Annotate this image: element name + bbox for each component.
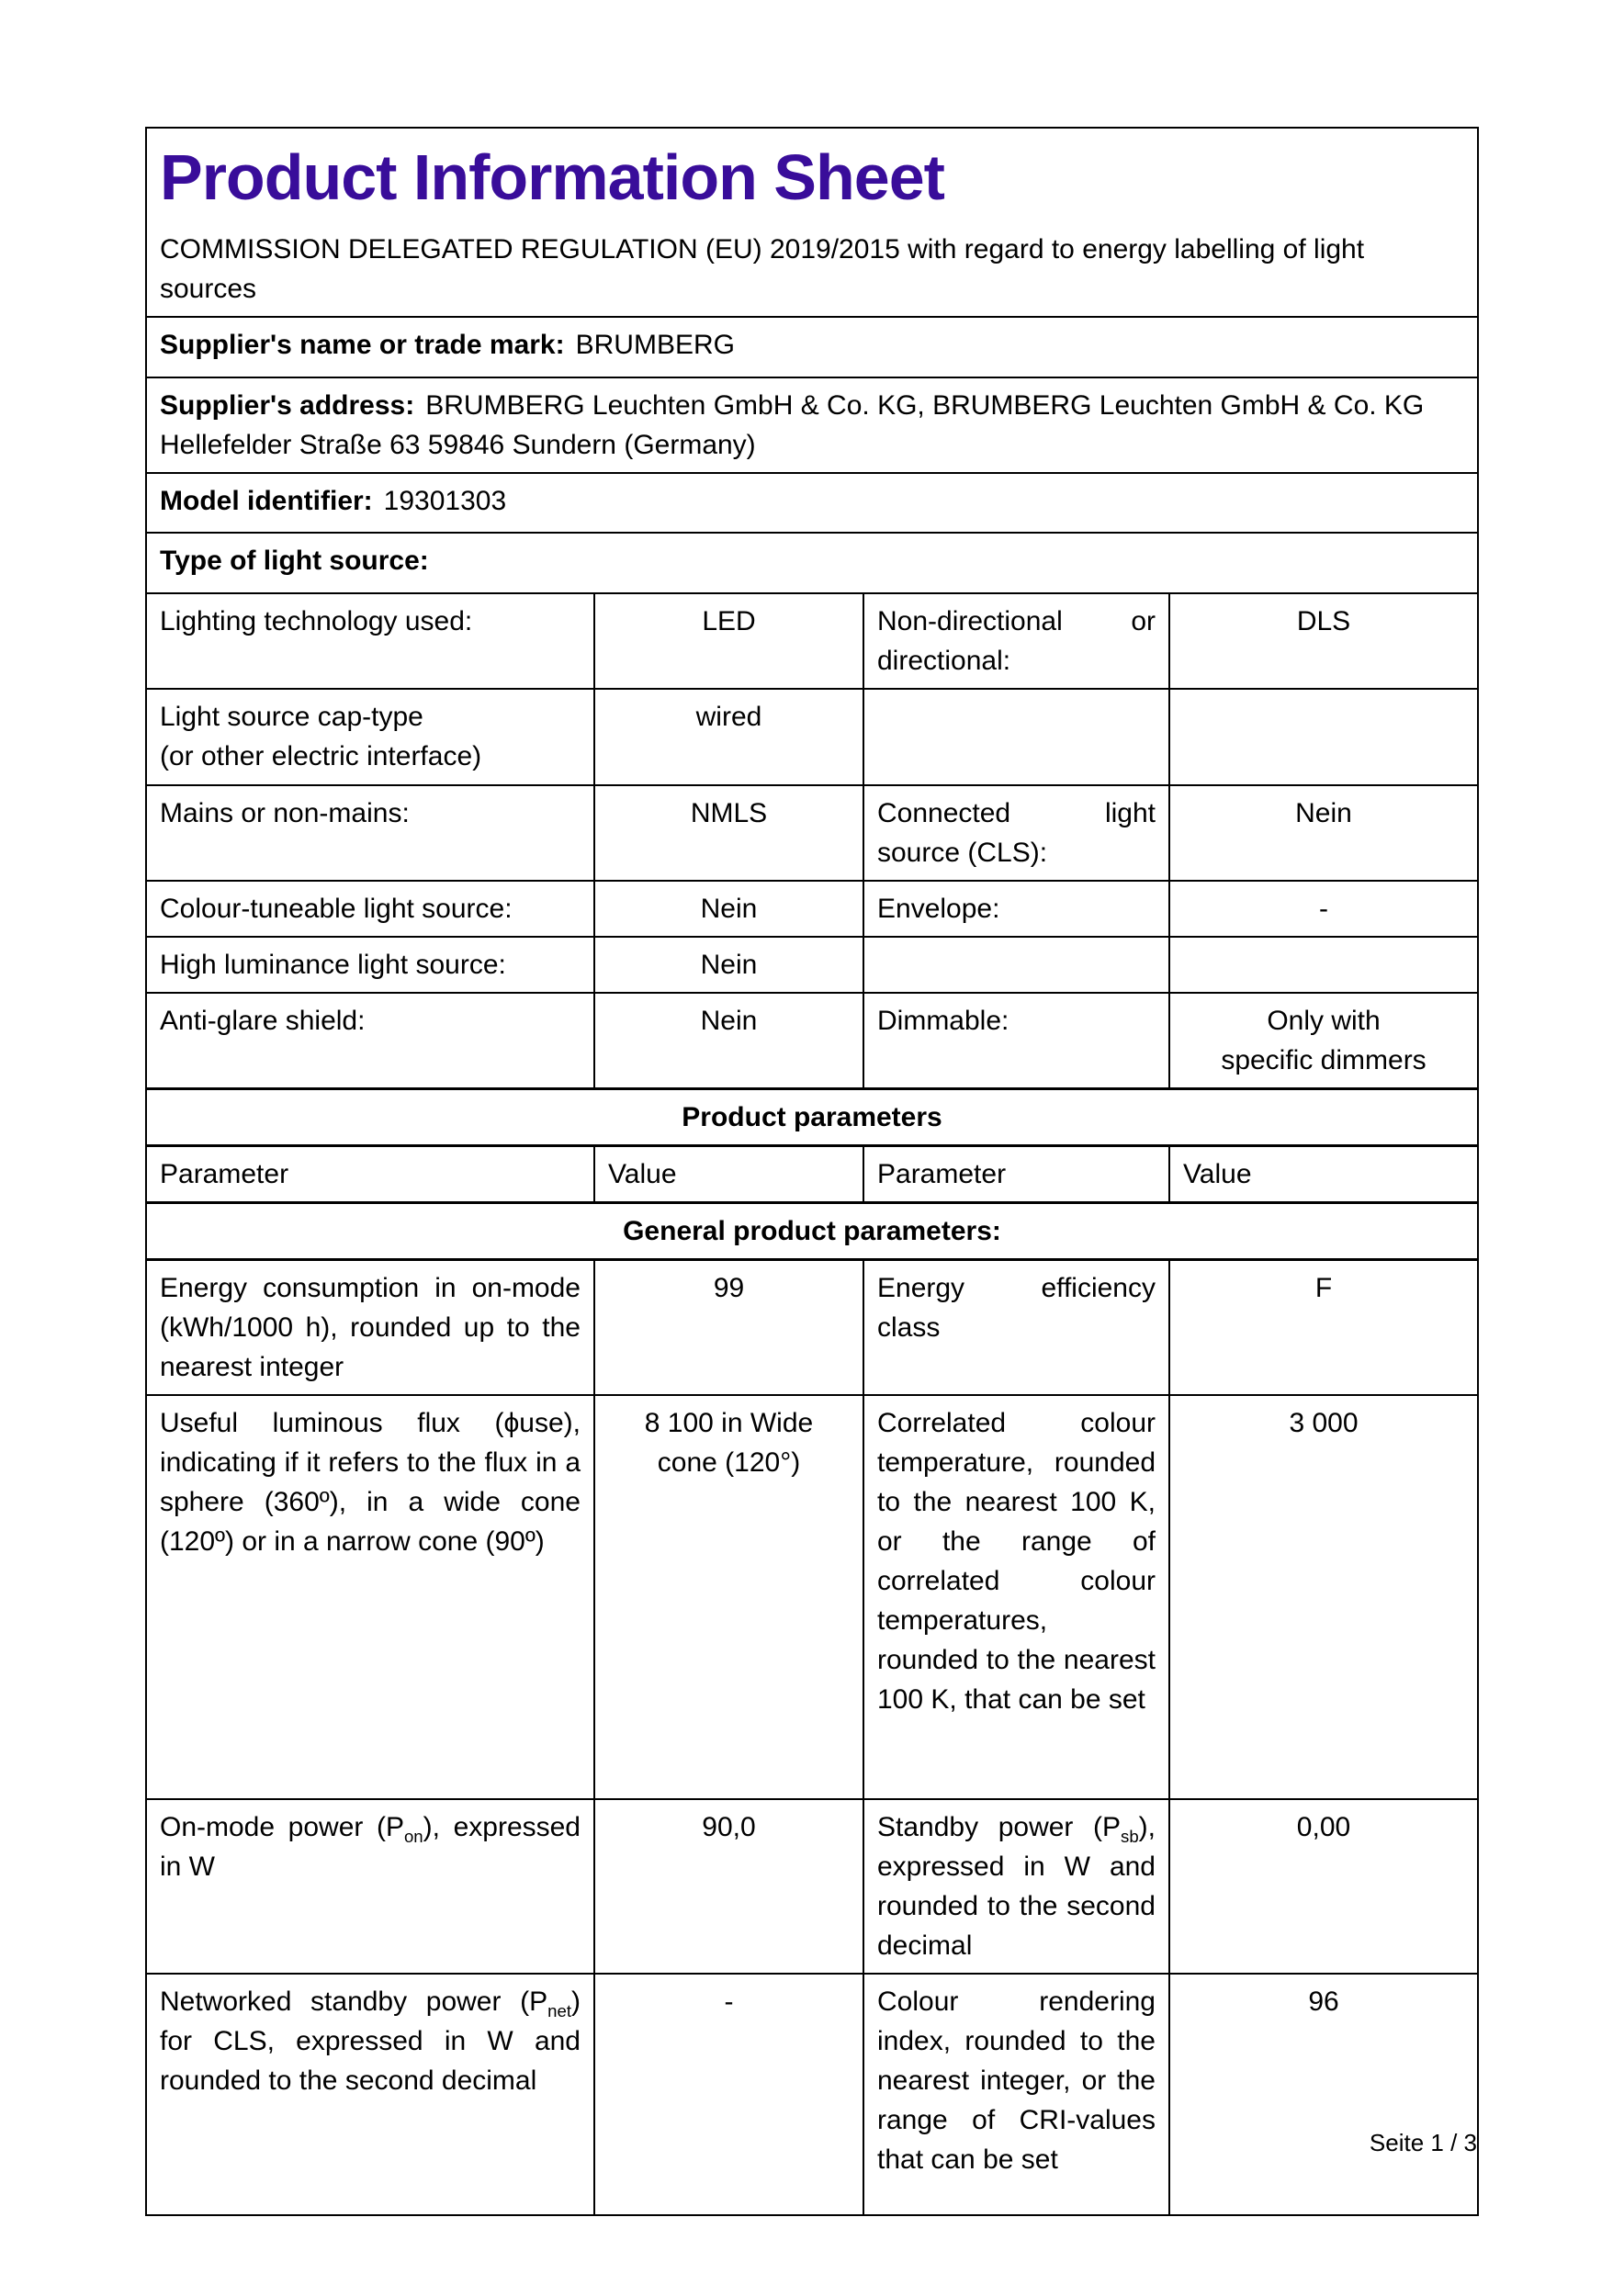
value-cell: - [594, 1974, 863, 2215]
type-of-light-source-row [146, 533, 1478, 593]
supplier-name-label: Supplier's name or trade mark: [160, 330, 565, 360]
param-cell: On-mode power $(P_{on})$, expressed in W [146, 1799, 594, 1974]
page-title: Product Information Sheet [160, 141, 944, 213]
light-source-row [146, 689, 1478, 785]
title-cell [146, 128, 1478, 317]
value-cell: F [1169, 1260, 1478, 1396]
param-cell: Useful luminous flux (ϕuse), indicating if it refers to the flux in a sphere (360º), in a wide cone (120º) or in a narrow cone (90º) [146, 1395, 594, 1799]
value-cell: Nein [594, 993, 863, 1089]
value-cell: Only with specific dimmers [1169, 993, 1478, 1089]
value-cell: DLS [1169, 593, 1478, 689]
product-info-table [145, 127, 1479, 2216]
light-source-row [146, 881, 1478, 937]
general-product-parameters-row [146, 1203, 1478, 1260]
param-cell: Colour-tuneable light source: [146, 881, 594, 937]
value-cell: Nein [594, 881, 863, 937]
title-row [146, 128, 1478, 317]
supplier-address-label: Supplier's address: [160, 390, 415, 421]
light-source-row [146, 993, 1478, 1089]
value-cell: 8 100 in Wide cone (120°) [594, 1395, 863, 1799]
parameter-header-cell: Parameter [146, 1146, 594, 1203]
type-of-light-source-label: Type of light source: [160, 546, 429, 576]
product-parameters-section-row [146, 1089, 1478, 1146]
value-header-cell: Value [594, 1146, 863, 1203]
value-cell: 0,00 [1169, 1799, 1478, 1974]
light-source-row [146, 785, 1478, 881]
value-cell: 99 [594, 1260, 863, 1396]
model-identifier-value: 19301303 [383, 486, 507, 516]
param-cell: Connected light source (CLS): [863, 785, 1169, 881]
param-cell [863, 689, 1169, 785]
product-parameters-heading: Product parameters [146, 1089, 1478, 1146]
product-info-sheet [145, 127, 1477, 2216]
product-parameter-rows [146, 1260, 1478, 2216]
param-cell: Correlated colour temperature, rounded to the nearest 100 K, or the range of correlated colour temperatures, rounded to the nearest 100 K, that can be set [863, 1395, 1169, 1799]
param-cell: Non-directional or directional: [863, 593, 1169, 689]
regulation-subtitle: COMMISSION DELEGATED REGULATION (EU) 2019/2015 with regard to energy labelling of light sources [160, 234, 1365, 304]
general-product-parameters-heading: General product parameters: [146, 1203, 1478, 1260]
model-identifier-label: Model identifier: [160, 486, 373, 516]
light-source-row [146, 937, 1478, 993]
value-cell [1169, 689, 1478, 785]
value-cell: LED [594, 593, 863, 689]
light-source-rows [146, 593, 1478, 1089]
param-cell: Standby power $(P_{sb})$, expressed in W and rounded to the second decimal [863, 1799, 1169, 1974]
value-cell: 90,0 [594, 1799, 863, 1974]
param-cell: Anti-glare shield: [146, 993, 594, 1089]
supplier-name-value: BRUMBERG [575, 330, 735, 360]
param-cell: Lighting technology used: [146, 593, 594, 689]
supplier-name-row [146, 317, 1478, 377]
param-cell: Dimmable: [863, 993, 1169, 1089]
value-cell: NMLS [594, 785, 863, 881]
model-identifier-row [146, 473, 1478, 533]
value-cell [1169, 937, 1478, 993]
supplier-address-value: BRUMBERG Leuchten GmbH & Co. KG, BRUMBERG Leuchten GmbH & Co. KG Hellefelder Straße 63 59846 Sundern (Germany) [160, 390, 1425, 460]
light-source-row [146, 593, 1478, 689]
value-cell: 3 000 [1169, 1395, 1478, 1799]
value-cell: wired [594, 689, 863, 785]
param-cell: Envelope: [863, 881, 1169, 937]
page-number: Seite 1 / 3 [1369, 2129, 1477, 2156]
supplier-address-row [146, 377, 1478, 473]
param-cell: Networked standby power $(P_{net})$ for CLS, expressed in W and rounded to the second decimal [146, 1974, 594, 2215]
param-cell: Light source cap-type (or other electric interface) [146, 689, 594, 785]
value-cell: - [1169, 881, 1478, 937]
product-parameter-row [146, 1260, 1478, 1396]
product-parameter-row [146, 1799, 1478, 1974]
param-cell [863, 937, 1169, 993]
param-cell: Energy efficiency class [863, 1260, 1169, 1396]
parameter-value-header-row [146, 1146, 1478, 1203]
param-cell: Mains or non-mains: [146, 785, 594, 881]
product-parameter-row [146, 1395, 1478, 1799]
value-header-cell: Value [1169, 1146, 1478, 1203]
value-cell: Nein [1169, 785, 1478, 881]
product-parameter-row [146, 1974, 1478, 2215]
parameter-header-cell: Parameter [863, 1146, 1169, 1203]
param-cell: Energy consumption in on-mode (kWh/1000 h), rounded up to the nearest integer [146, 1260, 594, 1396]
value-cell: 96 [1169, 1974, 1478, 2215]
param-cell: High luminance light source: [146, 937, 594, 993]
value-cell: Nein [594, 937, 863, 993]
param-cell: Colour rendering index, rounded to the nearest integer, or the range of CRI-values that can be set [863, 1974, 1169, 2215]
